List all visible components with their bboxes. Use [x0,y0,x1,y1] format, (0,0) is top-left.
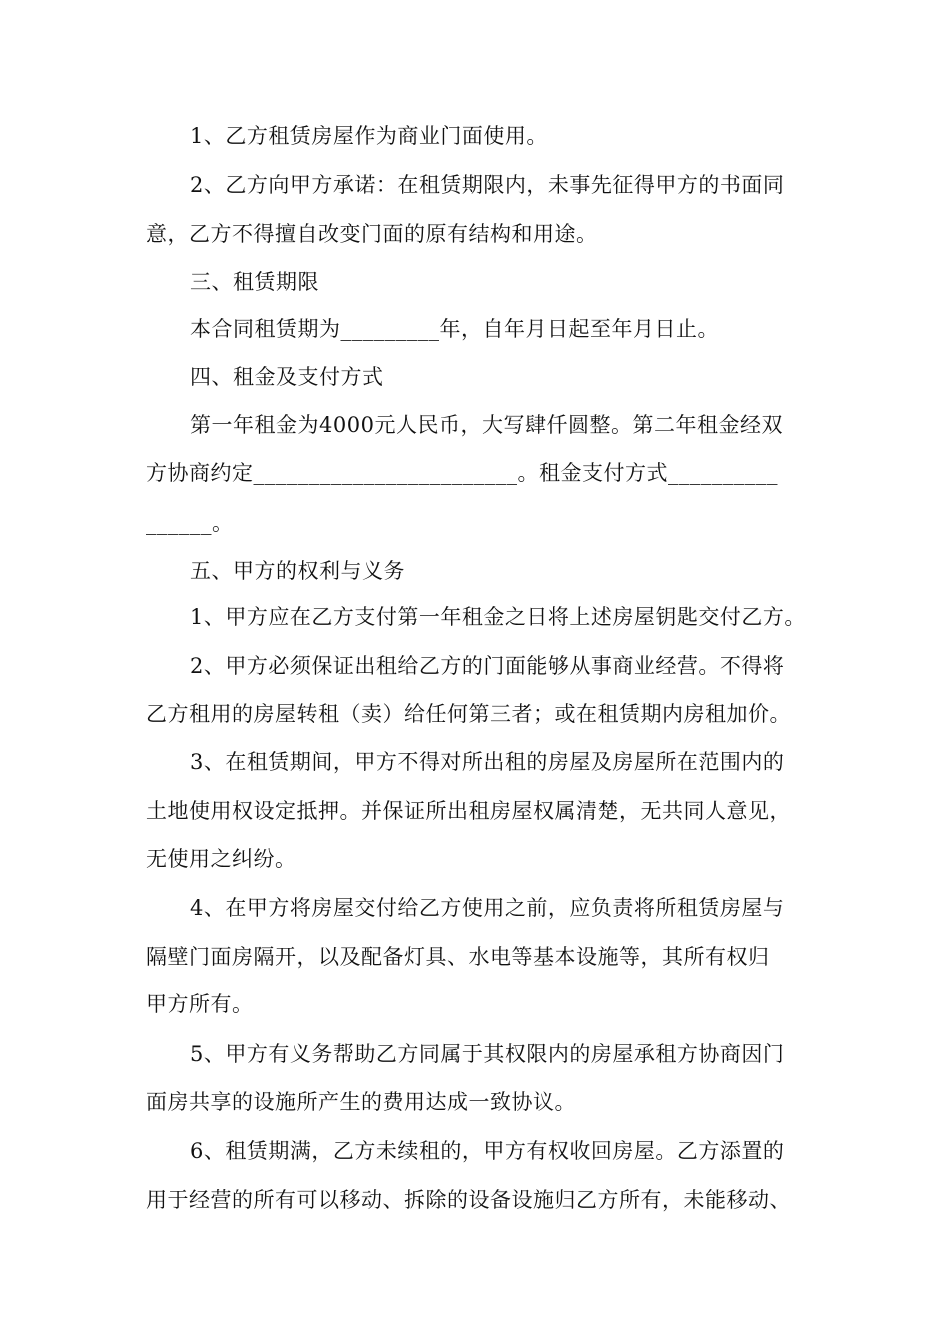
doc-line: 第一年租金为4000元人民币，大写肆仟圆整。第二年租金经双 [190,413,783,437]
doc-line: 用于经营的所有可以移动、拆除的设备设施归乙方所有，未能移动、 [146,1188,791,1212]
doc-line: 方协商约定________________________。租金支付方式__________ [146,461,778,485]
doc-line: 3、在租赁期间，甲方不得对所出租的房屋及房屋所在范围内的 [190,750,785,774]
doc-line: 6、租赁期满，乙方未续租的，甲方有权收回房屋。乙方添置的 [190,1139,785,1163]
doc-line: 无使用之纠纷。 [146,847,297,871]
doc-line: 土地使用权设定抵押。并保证所出租房屋权属清楚，无共同人意见， [146,799,791,823]
doc-line: 乙方租用的房屋转租（卖）给任何第三者；或在租赁期内房租加价。 [146,702,791,726]
doc-line: 意，乙方不得擅自改变门面的原有结构和用途。 [146,222,598,246]
doc-line: ______。 [146,511,234,535]
doc-line: 2、甲方必须保证出租给乙方的门面能够从事商业经营。不得将 [190,654,785,678]
doc-line: 隔壁门面房隔开，以及配备灯具、水电等基本设施等，其所有权归 [146,945,770,969]
doc-line: 1、甲方应在乙方支付第一年租金之日将上述房屋钥匙交付乙方。 [190,605,806,629]
doc-line: 1、乙方租赁房屋作为商业门面使用。 [190,124,548,148]
section-heading: 五、甲方的权利与义务 [190,559,405,583]
doc-line: 4、在甲方将房屋交付给乙方使用之前，应负责将所租赁房屋与 [190,896,785,920]
section-heading: 四、租金及支付方式 [190,365,384,389]
doc-line: 甲方所有。 [146,992,254,1016]
doc-line: 2、乙方向甲方承诺：在租赁期限内，未事先征得甲方的书面同 [190,173,785,197]
doc-line: 5、甲方有义务帮助乙方同属于其权限内的房屋承租方协商因门 [190,1042,785,1066]
section-heading: 三、租赁期限 [190,270,319,294]
doc-line: 本合同租赁期为_________年，自年月日起至年月日止。 [190,317,719,341]
doc-line: 面房共享的设施所产生的费用达成一致协议。 [146,1090,576,1114]
